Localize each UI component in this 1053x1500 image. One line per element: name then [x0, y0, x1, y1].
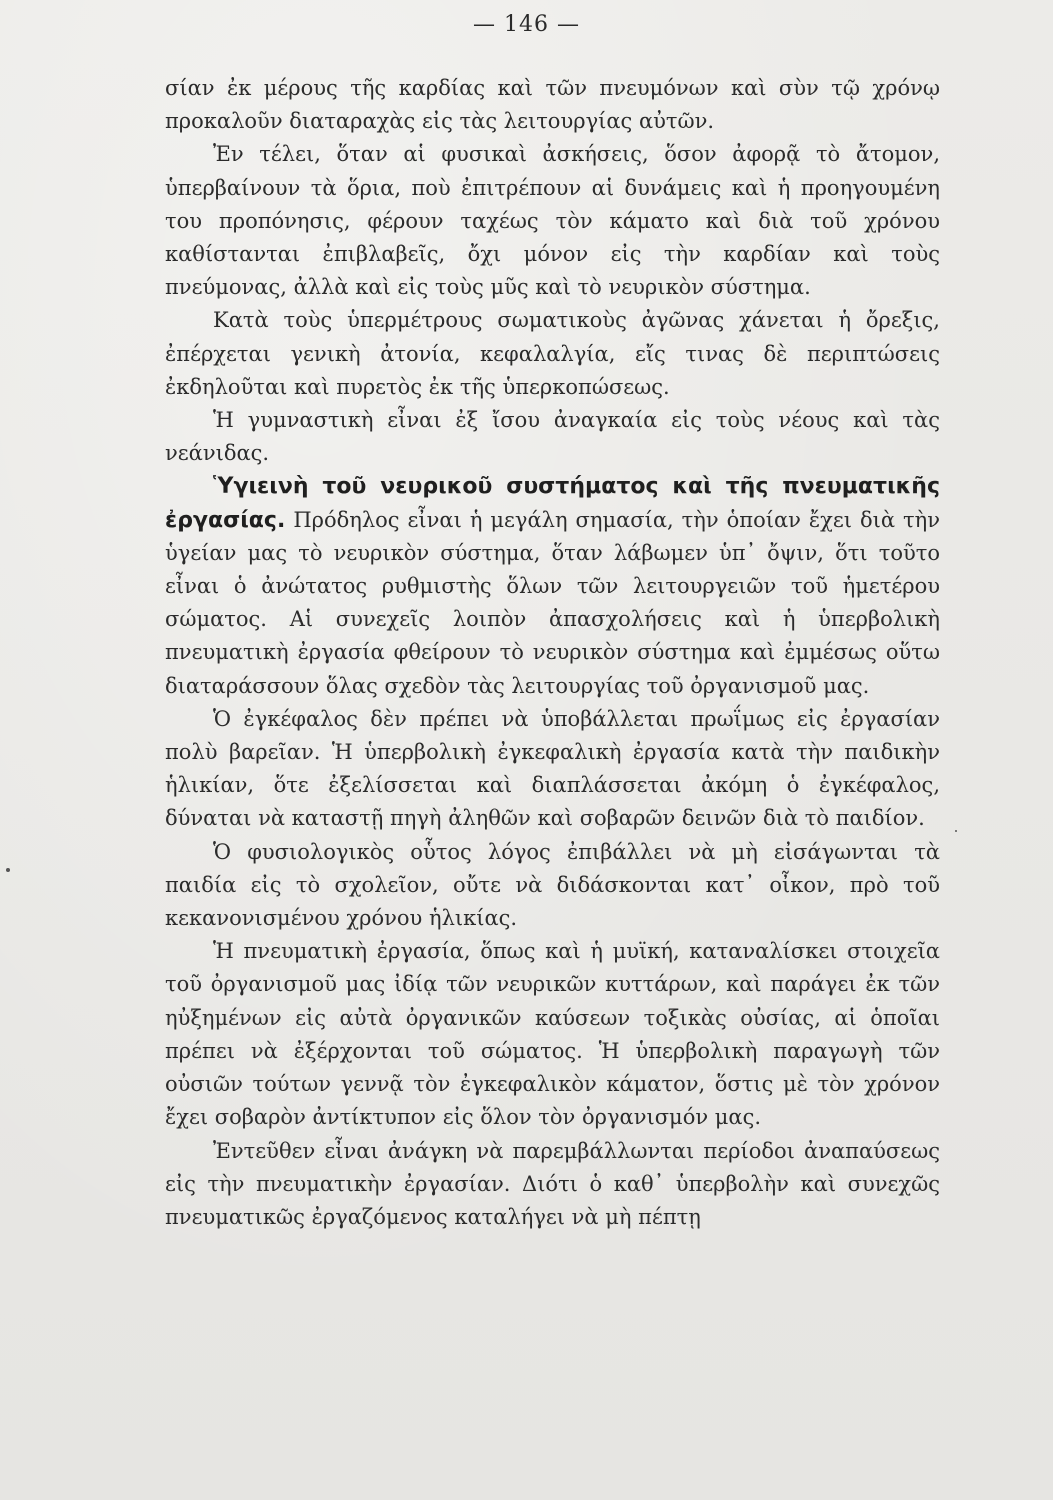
paragraph: Ἡ πνευματικὴ ἐργασία, ὅπως καὶ ἡ μυϊκή, καταναλίσκει στοιχεῖα τοῦ ὀργανισμοῦ μας ἰδίᾳ τῶν νευρικῶν κυττάρων, καὶ παράγει ἐκ τῶν ηὐξημένων εἰς αὐτὰ ὀργανικῶν καύσεων τοξικὰς οὐσίας, αἱ ὁποῖαι πρέπει νὰ ἐξέρχονται τοῦ σώματος. Ἡ ὑπερβολικὴ παραγωγὴ τῶν οὐσιῶν τούτων γεννᾷ τὸν ἐγκεφαλικὸν κάματον, ὅστις μὲ τὸν χρόνον ἔχει σοβαρὸν ἀντίκτυπον εἰς ὅλον τὸν ὀργανισμόν μας.: [165, 939, 940, 1130]
paragraph: Κατὰ τοὺς ὑπερμέτρους σωματικοὺς ἀγῶνας χάνεται ἡ ὄρεξις, ἐπέρχεται γενικὴ ἀτονία, κεφαλαλγία, εἴς τινας δὲ περιπτώσεις ἐκδηλοῦται καὶ πυρετὸς ἐκ τῆς ὑπερκοπώσεως.: [165, 308, 940, 399]
page-number: — 146 —: [473, 12, 580, 37]
section-paragraph-text: Πρόδηλος εἶναι ἡ μεγάλη σημασία, τὴν ὁποίαν ἔχει διὰ τὴν ὑγείαν μας τὸ νευρικὸν σύστημα, ὅταν λάβωμεν ὑπ᾿ ὄψιν, ὅτι τοῦτο εἶναι ὁ ἀνώτατος ρυθμιστὴς ὅλων τῶν λειτουργειῶν τοῦ ἡμετέρου σώματος. Αἱ συνεχεῖς λοιπὸν ἀπασχολήσεις καὶ ἡ ὑπερβολικὴ πνευματικὴ ἐργασία φθείρουν τὸ νευρικὸν σύστημα καὶ ἐμμέσως οὕτω διαταράσσουν ὅλας σχεδὸν τὰς λειτουργίας τοῦ ὀργανισμοῦ μας.: [165, 507, 940, 698]
section-heading: Ὑγιεινὴ τοῦ νευρικοῦ συστήματος καὶ τῆς πνευματικῆς ἐργασίας.: [165, 474, 940, 533]
section-paragraph: [165, 470, 940, 702]
paragraph: Ὁ ἐγκέφαλος δὲν πρέπει νὰ ὑποβάλλεται πρωΐμως εἰς ἐργασίαν πολὺ βαρεῖαν. Ἡ ὑπερβολικὴ ἐγκεφαλικὴ ἐργασία κατὰ τὴν παιδικὴν ἡλικίαν, ὅτε ἐξελίσσεται καὶ διαπλάσσεται ἀκόμη ὁ ἐγκέφαλος, δύναται νὰ καταστῇ πηγὴ ἀληθῶν καὶ σοβαρῶν δεινῶν διὰ τὸ παιδίον.: [165, 706, 940, 831]
paper-speck: [955, 830, 957, 832]
paragraph: Ἐν τέλει, ὅταν αἱ φυσικαὶ ἀσκήσεις, ὅσον ἀφορᾷ τὸ ἄτομον, ὑπερβαίνουν τὰ ὅρια, ποὺ ἐπιτρέπουν αἱ δυνάμεις καὶ ἡ προηγουμένη του προπόνησις, φέρουν ταχέως τὸν κάματο καὶ διὰ τοῦ χρόνου καθίστανται ἐπιβλαβεῖς, ὄχι μόνον εἰς τὴν καρδίαν καὶ τοὺς πνεύμονας, ἀλλὰ καὶ εἰς τοὺς μῦς καὶ τὸ νευρικὸν σύστημα.: [165, 142, 940, 300]
paragraph: Ἡ γυμναστικὴ εἶναι ἐξ ἴσου ἀναγκαία εἰς τοὺς νέους καὶ τὰς νεάνιδας.: [165, 408, 940, 466]
paragraph-continuation: σίαν ἐκ μέρους τῆς καρδίας καὶ τῶν πνευμόνων καὶ σὺν τῷ χρόνῳ προκαλοῦν διαταραχὰς εἰς τὰς λειτουργίας αὐτῶν.: [165, 76, 940, 134]
page-text: [165, 72, 940, 1234]
paper-speck: [6, 868, 10, 872]
paragraph-final: Ἐντεῦθεν εἶναι ἀνάγκη νὰ παρεμβάλλωνται περίοδοι ἀναπαύσεως εἰς τὴν πνευματικὴν ἐργασίαν. Διότι ὁ καθ᾿ ὑπερβολὴν καὶ συνεχῶς πνευματικῶς ἐργαζόμενος καταλήγει νὰ μὴ πέπτῃ: [165, 1138, 940, 1229]
paragraph: Ὁ φυσιολογικὸς οὗτος λόγος ἐπιβάλλει νὰ μὴ εἰσάγωνται τὰ παιδία εἰς τὸ σχολεῖον, οὔτε νὰ διδάσκονται κατ᾿ οἶκον, πρὸ τοῦ κεκανονισμένου χρόνου ἡλικίας.: [165, 839, 940, 931]
